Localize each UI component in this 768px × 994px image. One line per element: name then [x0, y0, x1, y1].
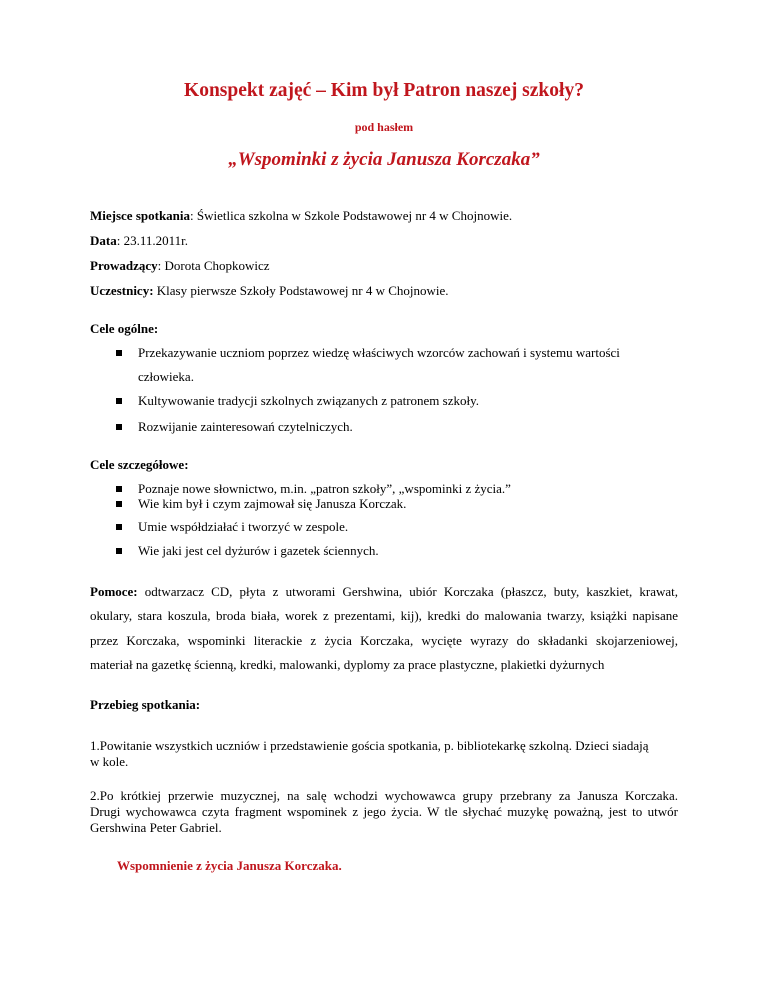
bullet-square-icon	[116, 486, 122, 492]
course-paragraph-line: 1.Powitanie wszystkich uczniów i przedstawienie gościa spotkania, p. bibliotekarkę szkolną. Dzieci siadają	[90, 738, 649, 753]
bullet-square-icon	[116, 350, 122, 356]
place-value: : Świetlica szkolna w Szkole Podstawowej nr 4 w Chojnowie.	[190, 208, 513, 223]
specific-goal-text: Wie jaki jest cel dyżurów i gazetek ściennych.	[138, 543, 379, 558]
participants-label: Uczestnicy:	[90, 283, 154, 298]
bullet-square-icon	[116, 501, 122, 507]
leader-line	[90, 258, 270, 274]
course-paragraph-line: 2.Po krótkiej przerwie muzycznej, na salę wchodzi wychowawca grupy przebrany za Janusza Korczaka.	[90, 788, 678, 803]
leader-value: : Dorota Chopkowicz	[157, 258, 270, 273]
aids-line: okulary, stara koszula, broda biała, worek z prezentami, kij), kredki do malowania twarzy, książki napisane	[90, 608, 678, 623]
memory-heading: Wspomnienie z życia Janusza Korczaka.	[117, 858, 342, 873]
general-goals-heading: Cele ogólne:	[90, 321, 159, 336]
participants-line	[90, 283, 449, 299]
date-line	[90, 233, 188, 249]
place-label: Miejsce spotkania	[90, 208, 191, 223]
aids-label: Pomoce:	[90, 584, 138, 599]
course-paragraph-line: Drugi wychowawca czyta fragment wspominek z jego życia. W tle słychać muzykę poważną, jest to utwór	[90, 804, 678, 819]
general-goal-text: Przekazywanie uczniom poprzez wiedzę właściwych wzorców zachowań i systemu wartości	[138, 345, 620, 360]
bullet-square-icon	[116, 548, 122, 554]
bullet-square-icon	[116, 424, 122, 430]
bullet-square-icon	[116, 398, 122, 404]
participants-value: Klasy pierwsze Szkoły Podstawowej nr 4 w Chojnowie.	[153, 283, 449, 298]
specific-goal-text: Poznaje nowe słownictwo, m.in. „patron szkoły”, „wspominki z życia.”	[138, 481, 511, 496]
aids-text: odtwarzacz CD, płyta z utworami Gershwina, ubiór Korczaka (płaszcz, buty, kaszkiet, krawat,	[137, 584, 678, 599]
date-label: Data	[90, 233, 117, 248]
specific-goals-heading: Cele szczegółowe:	[90, 457, 189, 472]
general-goal-text: Rozwijanie zainteresowań czytelniczych.	[138, 419, 353, 434]
document-title: Konspekt zajęć – Kim był Patron naszej szkoły?	[184, 80, 584, 101]
general-goal-continuation: człowieka.	[138, 369, 194, 384]
course-heading: Przebieg spotkania:	[90, 697, 201, 712]
specific-goal-text: Wie kim był i czym zajmował się Janusza Korczak.	[138, 496, 407, 511]
date-value: : 23.11.2011r.	[116, 233, 188, 248]
aids-line: materiał na gazetkę ścienną, kredki, malowanki, dyplomy za prace plastyczne, plakietki dyżurnych	[90, 657, 605, 672]
aids-line: przez Korczaka, wspominki literackie z życia Korczaka, wycięte wyrazy do składanki skojarzeniowej,	[90, 633, 678, 648]
course-paragraph-line: w kole.	[90, 754, 129, 769]
document-motto: „Wspominki z życia Janusza Korczaka”	[228, 149, 540, 170]
specific-goal-text: Umie współdziałać i tworzyć w zespole.	[138, 519, 349, 534]
bullet-square-icon	[116, 524, 122, 530]
leader-label: Prowadzący	[90, 258, 158, 273]
document-subtitle: pod hasłem	[354, 120, 414, 134]
place-line	[90, 208, 512, 224]
aids-line	[90, 584, 678, 600]
course-paragraph-line: Gershwina Peter Gabriel.	[90, 820, 222, 835]
general-goal-text: Kultywowanie tradycji szkolnych związanych z patronem szkoły.	[138, 393, 480, 408]
